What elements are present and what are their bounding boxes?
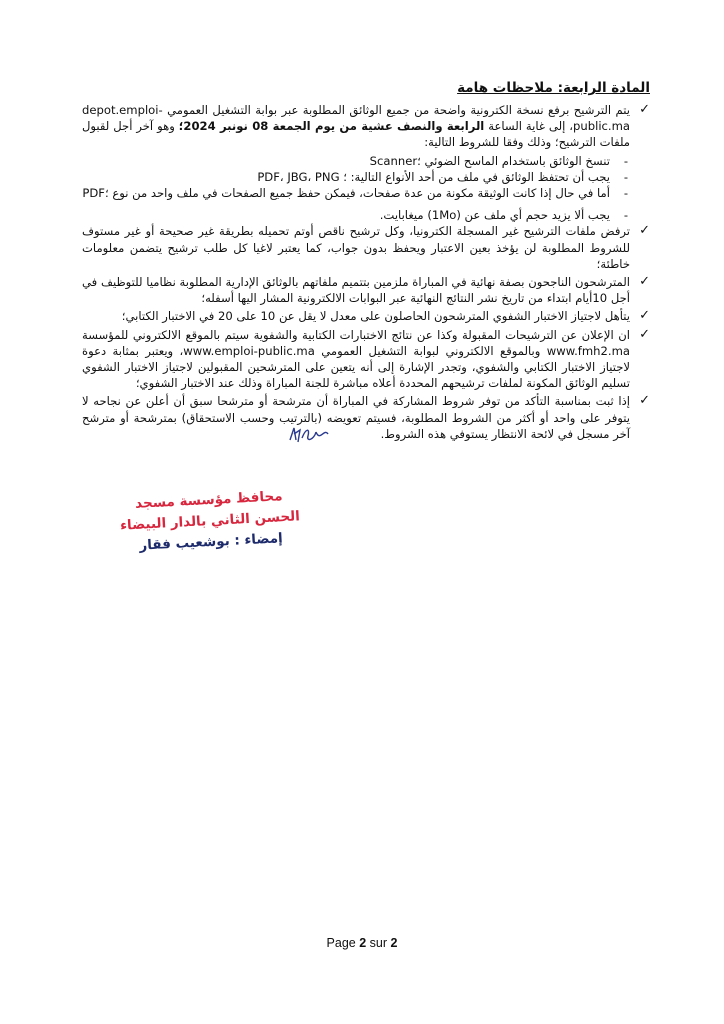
note-item-6: ✓ إذا ثبت بمناسبة التأكد من توفر شروط المشاركة في المباراة أن مترشحة أو مترشحا سبق أن أعلن عن نجاحه لا يتوفر على واحد أو أكثر من الشروط المطلوبة، فسيتم تعويضه (بالترتيب وحسب الاستحقاق) بمترشحة أو مترشح آخر مسجل في لائحة الانتظار يستوفي هذه الشروط. — [82, 393, 650, 441]
submission-url: depot.emploi-public.ma — [82, 103, 630, 134]
page-footer: Page 2 sur 2 — [326, 936, 398, 950]
dash-bullet: - — [623, 169, 628, 184]
total-page-count: 2 — [390, 936, 398, 950]
sub-item-4: - يجب ألا يزيد حجم أي ملف عن (1Mo) ميغابايت. — [379, 208, 628, 223]
deadline-text: الرابعة والنصف عشية من يوم الجمعة 08 نونبر 2024؛ — [178, 119, 485, 134]
notes-body — [82, 102, 650, 444]
portal-url: www.emploi-public.ma — [183, 343, 315, 358]
article-title: المادة الرابعة: ملاحظات هامة — [457, 80, 650, 96]
note-item-5: ✓ ان الإعلان عن الترشيحات المقبولة وكذا عن نتائج الاختبارات الكتابية والشفوية سيتم بالموقع الالكتروني للمؤسسة www.fmh2.ma وبالموقع الالكتروني لبوابة التشغيل العمومي www.emploi-public.ma، ويعتبر بمثابة دعوة لاجتياز الاختبار الكتابي والشفوي، وتجدر الإشارة إلى أنه يتعين على المترشحين المقبولين لاجتياز الاختبار الشفوي تسليم الوثائق المكونة لملفات ترشيحهم المحددة أعلاه مباشرة للجنة المباراة وذلك عند الاختبار الشفوي؛ — [82, 326, 650, 391]
current-page-number: 2 — [359, 936, 367, 950]
checkmark-icon: ✓ — [639, 393, 650, 409]
note-item-3: ✓ المترشحون الناجحون بصفة نهائية في المباراة ملزمين بتتميم ملفاتهم بالوثائق الإدارية المطلوبة نظاميا للتوظيف في أجل 10أيام ابتداء من تاريخ نشر النتائج النهائية عبر البوابات الالكترونية المشار اليها أسفله؛ — [82, 274, 650, 306]
stamp-line-title: محافظ مؤسسة مسجد — [134, 488, 283, 512]
checkmark-icon: ✓ — [639, 274, 650, 290]
dash-bullet: - — [623, 186, 628, 201]
initials-signature — [286, 424, 332, 446]
sub-item-1: - تنسخ الوثائق باستخدام الماسح الضوئي Scanner؛ — [369, 153, 628, 168]
note-item-4: ✓ يتأهل لاجتياز الاختبار الشفوي المترشحون الحاصلون على معدل لا يقل عن 10 على 20 في الاختبار الكتابي؛ — [121, 308, 650, 324]
sub-item-2: - يجب أن تحتفظ الوثائق في ملف من أحد الأنواع التالية: PDF، JBG، PNG ؛ — [257, 169, 628, 184]
checkmark-icon: ✓ — [639, 102, 650, 117]
sub-item-3: - أما في حال إذا كانت الوثيقة مكونة من عدة صفحات، فيمكن حفظ جميع الصفحات في ملف واحد من نوع PDF؛ — [82, 186, 628, 201]
note-item-2: ✓ ترفض ملفات الترشيح غير المسجلة الكترونيا، وكل ترشيح ناقص أوتم تحميله بطريقة غير صحيحة أو غير مستوف للشروط المطلوبة لن يؤخذ بعين الاعتبار ويحفظ بدون جواب، كما يعتبر لاغيا كل طلب ترشيح يتضمن معلومات خاطئة؛ — [82, 223, 650, 271]
checkmark-icon: ✓ — [639, 326, 650, 342]
stamp-line-signature: إمضاء : بوشعيب فقار — [139, 530, 284, 554]
official-stamp — [108, 485, 311, 558]
dash-bullet: - — [623, 153, 628, 168]
checkmark-icon: ✓ — [639, 308, 650, 324]
institution-url: www.fmh2.ma — [546, 343, 630, 358]
checkmark-icon: ✓ — [639, 223, 650, 239]
stamp-line-institution: الحسن الثاني بالدار البيضاء — [119, 508, 301, 534]
note-item-1: ✓ يتم الترشيح برفع نسخة الكترونية واضحة من جميع الوثائق المطلوبة عبر بوابة التشغيل العمومي depot.emploi-public.ma، إلى غاية الساعة الرابعة والنصف عشية من يوم الجمعة 08 نونبر 2024؛ وهو آخر أجل لقبول ملفات الترشيح؛ وذلك وفقا للشروط التالية: — [82, 102, 650, 150]
dash-bullet: - — [623, 208, 628, 223]
